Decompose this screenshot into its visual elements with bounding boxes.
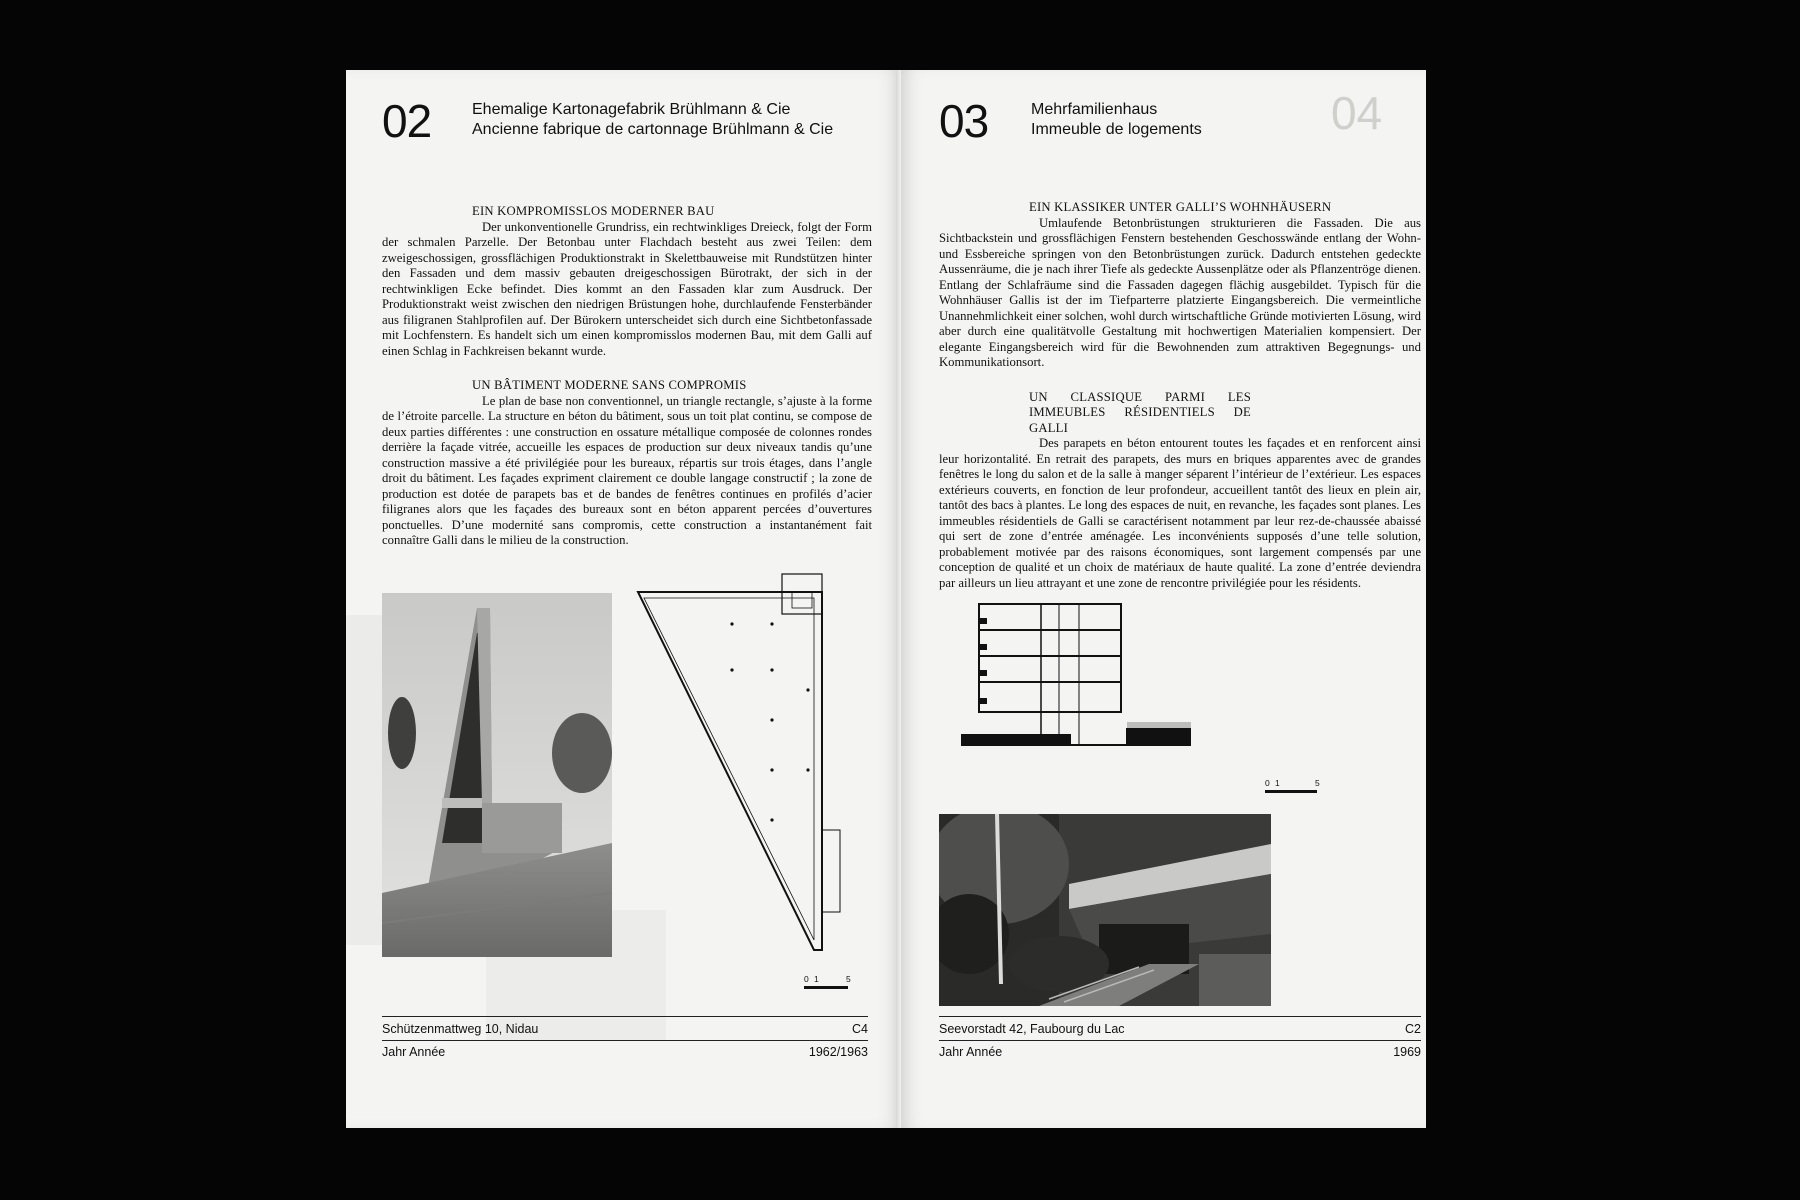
section-heading-french: UN BÂTIMENT MODERNE SANS COMPROMIS [472,378,747,392]
entry-title [472,100,833,140]
title-french: Immeuble de logements [1031,121,1202,138]
footer-year-row [939,1043,1421,1061]
scale-label-5: 5 [1315,778,1320,788]
footer-year: 1969 [1393,1045,1421,1059]
scale-label-1: 1 [1275,778,1280,788]
footer-map-code: C4 [852,1022,868,1036]
left-page [346,70,901,1128]
footer-address-row [939,1020,1421,1038]
scale-label-0: 0 [1265,778,1270,788]
right-footer [939,1016,1421,1076]
footer-map-code: C2 [1405,1022,1421,1036]
footer-address-row [382,1020,868,1038]
section-heading-french: UN CLASSIQUE PARMI LES IMMEUBLES RÉSIDENTIELS DE GALLI [1029,389,1251,435]
footer-year-label: Jahr Année [382,1045,446,1059]
section-text-german: Der unkonventionelle Grundriss, ein rechtwinkliges Dreieck, folgt der Form der schmalen Parzelle. Der Betonbau unter Flachdach besteht aus zwei Teilen: dem zweigeschossigen, grossflächigen Produktionstrakt in Skelettbauweise mit Rundstützen hinter den Fassaden und dem massiv gebauten dreigeschossigen Bürotrakt, der sich in der rechtwinkligen Ecke befindet. Dies kommt an den Fassaden klar zum Ausdruck. Der Produktionstrakt weist zwischen den niedrigen Brüstungen hohe, durchlaufende Fensterbänder aus filigranen Stahlprofilen auf. Der Bürokern unterscheidet sich durch eine Sichtbetonfassade mit Lochfenstern. Es handelt sich um einen kompromisslos modernen Bau, mit dem Galli auf einen Schlag in Fachkreisen bekannt wurde. [382,219,872,358]
footer-address: Schützenmattweg 10, Nidau [382,1022,539,1036]
scale-bar-line [1265,790,1317,793]
footer-rule [382,1040,868,1041]
entry-number: 02 [382,95,432,147]
footer-year: 1962/1963 [808,1045,868,1059]
scale-label-1: 1 [814,974,819,984]
ghost-next-entry-number: 04 [1331,87,1383,139]
title-french: Ancienne fabrique de cartonnage Brühlmann & Cie [472,121,834,138]
section-text-french: Le plan de base non conventionnel, un triangle rectangle, s’ajuste à la forme de l’étroite parcelle. La structure en béton du bâtiment, sous un toit plat continu, se compose de deux parties différentes : une construction en ossature métallique composée de colonnes rondes derrière la façade vitrée, accueille les espaces de production sur deux niveaux tandis qu’une construction massive a été privilégiée pour les bureaux, répartis sur trois étages, dans l’angle droit du bâtiment. Les façades expriment clairement ce double langage constructif ; la zone de production est dotée de parapets bas et de bandes de fenêtres continues en profilés d’acier filigranes alors que les façades des bureaux sont en béton apparent percées d’ouvertures ponctuelles. D’une modernité sans compromis, cette construction a instantanément fait connaître Galli dans le milieu de la construction. [382,393,872,547]
left-footer [382,1016,868,1076]
building-section-drawing [961,594,1201,764]
section-text-french: Des parapets en béton entourent toutes les façades et en renforcent ainsi leur horizontalité. En retrait des parapets, des murs en briques apparentes avec de grandes fenêtres le long du salon et de la salle à manger séparent l’intérieur de l’extérieur. Les espaces extérieurs couverts, en fonction de leur profondeur, accueillent tantôt des lieux en plein air, tantôt des bacs à plantes. Le long des espaces de nuit, en revanche, les façades sont planes. Les immeubles résidentiels de Galli se caractérisent notamment par leur rez-de-chaussée abaissé qui sert de zone d’entrée aménagée. Les inconvénients supposés d’une telle solution, probablement motivée par des raisons économiques, sont largement compensés par une conception de qualité et un choix de matériaux de haute qualité. La zone d’entrée deviendra par ailleurs un lieu attrayant et une zone de rencontre privilégiée pour les résidents. [939,436,1421,590]
footer-rule [382,1016,868,1017]
scale-bar [1265,778,1325,796]
entry-number: 03 [939,95,989,147]
left-body-text [382,204,872,568]
title-german: Mehrfamilienhaus [1031,101,1158,118]
factory-floor-plan [632,570,868,960]
entry-title [1031,100,1202,140]
title-german: Ehemalige Kartonagefabrik Brühlmann & Cie [472,101,791,118]
scale-bar [804,974,864,992]
footer-rule [939,1040,1421,1041]
right-page [901,70,1426,1128]
scale-label-5: 5 [846,974,851,984]
section-text-german: Umlaufende Betonbrüstungen strukturieren die Fassaden. Die aus Sichtbackstein und grossflächigen Fenstern bestehenden Geschosswände entlang der Wohn- und Essbereiche springen von den Betonbrüstungen zurück. Dadurch entstehen gedeckte Aussenräume, die je nach ihrer Tiefe als gedeckte Aussenplätze oder als Pflanzentröge dienen. Entlang der Schlafräume sind die Fassaden dagegen flächig ausgebildet. Typisch für die Wohnhäuser Gallis ist der im Tiefparterre platzierte Eingangsbereich. Die vermeintliche Unannehmlichkeit einer solchen, wohl durch wirtschaftliche Gründe motivierten Lösung, wird aber durch eine qualitätvolle Gestaltung mit hochwertigen Materialien kompensiert. Der elegante Eingangsbereich wird für die Bewohnenden zum attraktiven Begegnungs- und Kommunikationsort. [939,215,1421,369]
scale-label-0: 0 [804,974,809,984]
scale-bar-line [804,986,848,989]
section-heading-german: EIN KLASSIKER UNTER GALLI’S WOHNHÄUSERN [1029,200,1332,214]
entrance-photo [939,814,1271,1006]
section-heading-german: EIN KOMPROMISSLOS MODERNER BAU [472,204,715,218]
footer-year-label: Jahr Année [939,1045,1003,1059]
footer-year-row [382,1043,868,1061]
footer-address: Seevorstadt 42, Faubourg du Lac [939,1022,1125,1036]
footer-rule [939,1016,1421,1017]
brochure-spread [346,70,1426,1128]
factory-photo [382,593,612,957]
right-body-text [939,200,1421,610]
